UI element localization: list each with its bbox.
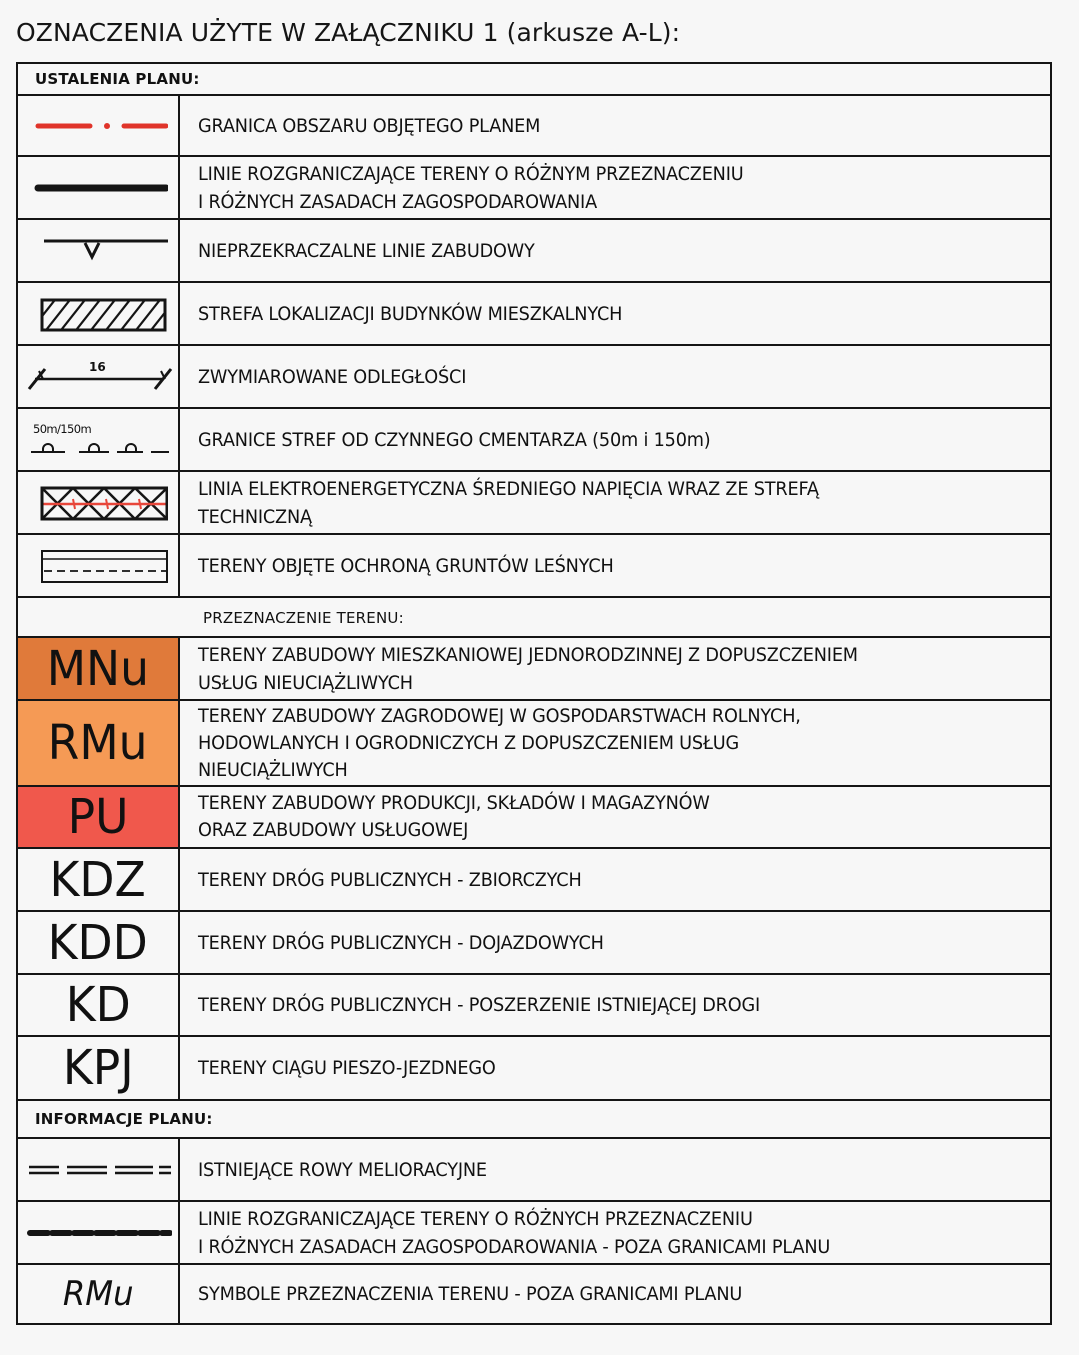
description [179,471,1051,534]
description [179,1138,1051,1201]
legend-row [17,534,1051,597]
description-line: TECHNICZNĄ [198,505,312,528]
zone-code-pu [17,786,179,848]
legend-row [17,282,1051,345]
thick-solid-line-icon [28,178,168,198]
cemetery-zone-line-icon [25,420,171,460]
zone-code-label: KD [65,977,131,1033]
description [179,95,1051,156]
zone-code-mnu [17,637,179,700]
legend-row [17,1264,1051,1324]
section-label: USTALENIA PLANU: [17,63,1051,95]
description-line: TERENY ZABUDOWY PRODUKCJI, SKŁADÓW I MAGAZYNÓW [198,792,710,814]
symbol-cell [17,345,179,408]
symbol-cell [17,219,179,282]
description [179,282,1051,345]
section-header-przeznaczenie [17,597,1051,637]
description [179,1201,1051,1264]
legend-row [17,700,1051,786]
description [179,848,1051,911]
dimension-value: 16 [89,359,106,374]
description-line: TERENY DRÓG PUBLICZNYCH - ZBIORCZYCH [198,868,582,891]
zone-code-rmu [17,700,179,786]
legend-row [17,911,1051,974]
legend-row [17,786,1051,848]
description [179,974,1051,1036]
zone-code-kdz [17,848,179,911]
description-line: TERENY ZABUDOWY ZAGRODOWEJ W GOSPODARSTWACH ROLNYCH, [198,704,801,727]
description-line: SYMBOLE PRZEZNACZENIA TERENU - POZA GRANICAMI PLANU [198,1283,743,1305]
description-line: TERENY OBJĘTE OCHRONĄ GRUNTÓW LEŚNYCH [198,554,614,577]
description-line: I RÓŻNYCH ZASADACH ZAGOSPODAROWANIA [198,190,597,213]
symbol-cell [17,534,179,597]
description [179,911,1051,974]
dimension-line-icon [23,357,173,397]
zone-code-kd [17,974,179,1036]
description [179,408,1051,471]
cemetery-zone-label: 50m/150m [33,421,92,436]
legend-row [17,95,1051,156]
description-line: HODOWLANYCH I OGRODNICZYCH Z DOPUSZCZENIEM USŁUG [198,731,739,754]
description [179,1264,1051,1324]
double-dashed-line-icon [25,1160,171,1180]
legend-row [17,637,1051,700]
description-line: STREFA LOKALIZACJI BUDYNKÓW MIESZKALNYCH [198,302,623,325]
legend-row [17,345,1051,408]
description-line: GRANICE STREF OD CZYNNEGO CMENTARZA (50m i 150m) [198,428,711,451]
zone-code-kdd [17,911,179,974]
legend-row [17,1201,1051,1264]
legend-row [17,1036,1051,1100]
legend-row [17,974,1051,1036]
forest-protection-icon [28,546,168,586]
red-dash-dot-line-icon [28,116,168,136]
description-line: NIEUCIĄŻLIWYCH [198,758,348,781]
description-line: ZWYMIAROWANE ODLEGŁOŚCI [198,365,467,388]
zone-code-outside-plan [17,1264,179,1324]
description-line: USŁUG NIEUCIĄŻLIWYCH [198,671,413,694]
legend-row [17,408,1051,471]
power-line-zone-icon [28,483,168,523]
legend-row [17,219,1051,282]
section-header-ustalenia [17,63,1051,95]
symbol-cell [17,471,179,534]
description-line: LINIE ROZGRANICZAJĄCE TERENY O RÓŻNYCH PRZEZNACZENIU [198,1207,753,1230]
description-line: GRANICA OBSZARU OBJĘTEGO PLANEM [198,114,541,137]
symbol-cell [17,408,179,471]
description-line: TERENY DRÓG PUBLICZNYCH - POSZERZENIE ISTNIEJĄCEJ DROGI [198,994,761,1016]
symbol-cell [17,1201,179,1264]
zone-code-label: KDD [47,914,149,971]
section-label: PRZEZNACZENIE TERENU: [17,597,1051,637]
description-line: TERENY DRÓG PUBLICZNYCH - DOJAZDOWYCH [198,931,604,954]
description-line: ORAZ ZABUDOWY USŁUGOWEJ [198,819,469,841]
description [179,1036,1051,1100]
hatched-rectangle-icon [28,294,168,334]
description-line: LINIE ROZGRANICZAJĄCE TERENY O RÓŻNYM PRZEZNACZENIU [198,162,744,185]
description-line: TERENY ZABUDOWY MIESZKANIOWEJ JEDNORODZINNEJ Z DOPUSZCZENIEM [198,643,858,666]
description-line: NIEPRZEKRACZALNE LINIE ZABUDOWY [198,239,535,262]
legend-row [17,156,1051,219]
zone-code-label: RMu [48,715,148,771]
thick-dashed-line-icon [24,1223,172,1243]
description-line: LINIA ELEKTROENERGETYCZNA ŚREDNIEGO NAPIĘCIA WRAZ ZE STREFĄ [198,477,819,500]
description [179,219,1051,282]
description [179,156,1051,219]
description-line: I RÓŻNYCH ZASADACH ZAGOSPODAROWANIA - POZA GRANICAMI PLANU [198,1235,831,1258]
description [179,786,1051,848]
building-line-triangle-icon [28,231,168,271]
legend-row [17,1138,1051,1201]
zone-code-label: MNu [46,640,150,697]
legend-title: OZNACZENIA UŻYTE W ZAŁĄCZNIKU 1 (arkusze A-L): [16,18,681,47]
zone-code-label: KPJ [62,1040,134,1096]
legend-row [17,471,1051,534]
zone-code-label: RMu [62,1274,134,1314]
symbol-cell [17,156,179,219]
symbol-cell [17,1138,179,1201]
section-header-informacje [17,1100,1051,1138]
zone-code-label: PU [67,789,129,845]
zone-code-label: KDZ [49,851,147,908]
symbol-cell [17,282,179,345]
description [179,700,1051,786]
description [179,637,1051,700]
zone-code-kpj [17,1036,179,1100]
legend-row [17,848,1051,911]
description [179,534,1051,597]
description [179,345,1051,408]
legend-table [16,62,1052,1325]
section-label: INFORMACJE PLANU: [17,1100,1051,1138]
description-line: ISTNIEJĄCE ROWY MELIORACYJNE [198,1158,487,1181]
symbol-cell [17,95,179,156]
description-line: TERENY CIĄGU PIESZO-JEZDNEGO [198,1057,496,1079]
